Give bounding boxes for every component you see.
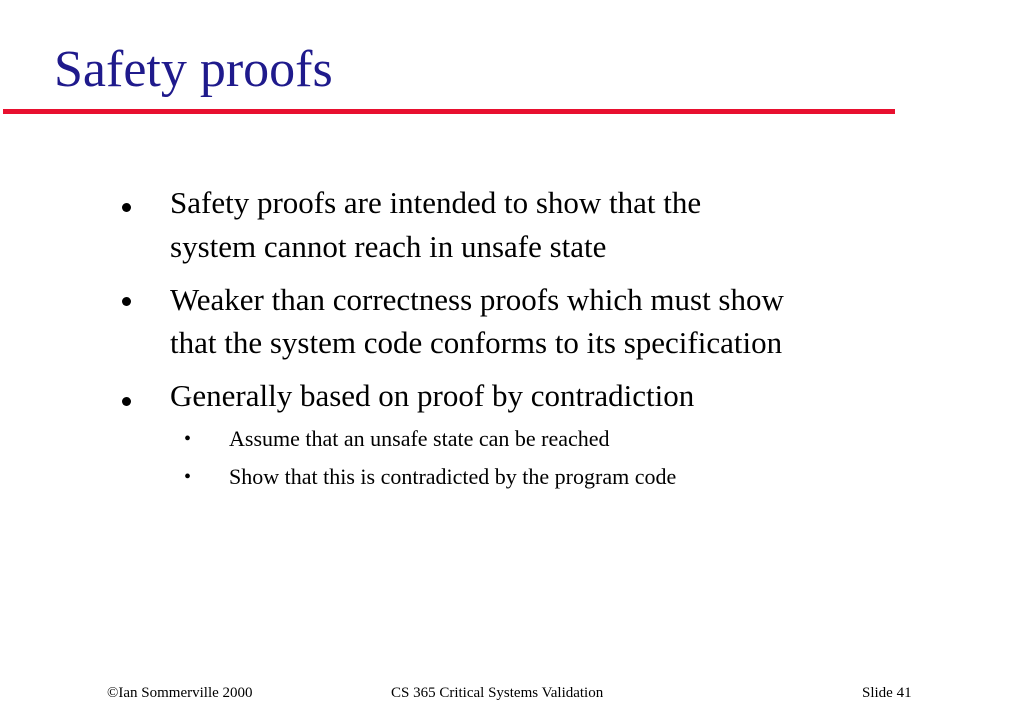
bullet-line: Generally based on proof by contradiction	[170, 378, 695, 413]
bullet-line: Safety proofs are intended to show that the	[170, 185, 702, 220]
bullet-line: system cannot reach in unsafe state	[170, 229, 607, 264]
sub-bullet-text: Show that this is contradicted by the program code	[229, 464, 677, 489]
slide-title: Safety proofs	[54, 41, 333, 98]
footer-slide-number: Slide 41	[862, 685, 912, 701]
bullet-dot-icon	[122, 297, 131, 306]
bullet-line: that the system code conforms to its specification	[170, 325, 783, 360]
sub-bullet-dot-icon: •	[184, 466, 192, 488]
bullet-line: Weaker than correctness proofs which must show	[170, 282, 784, 317]
sub-bullet-text: Assume that an unsafe state can be reached	[229, 426, 610, 451]
sub-bullet-dot-icon: •	[184, 428, 192, 450]
bullet-dot-icon	[122, 397, 131, 406]
footer-copyright: ©Ian Sommerville 2000	[107, 685, 253, 701]
footer-course: CS 365 Critical Systems Validation	[391, 685, 604, 701]
bullet-dot-icon	[122, 203, 131, 212]
